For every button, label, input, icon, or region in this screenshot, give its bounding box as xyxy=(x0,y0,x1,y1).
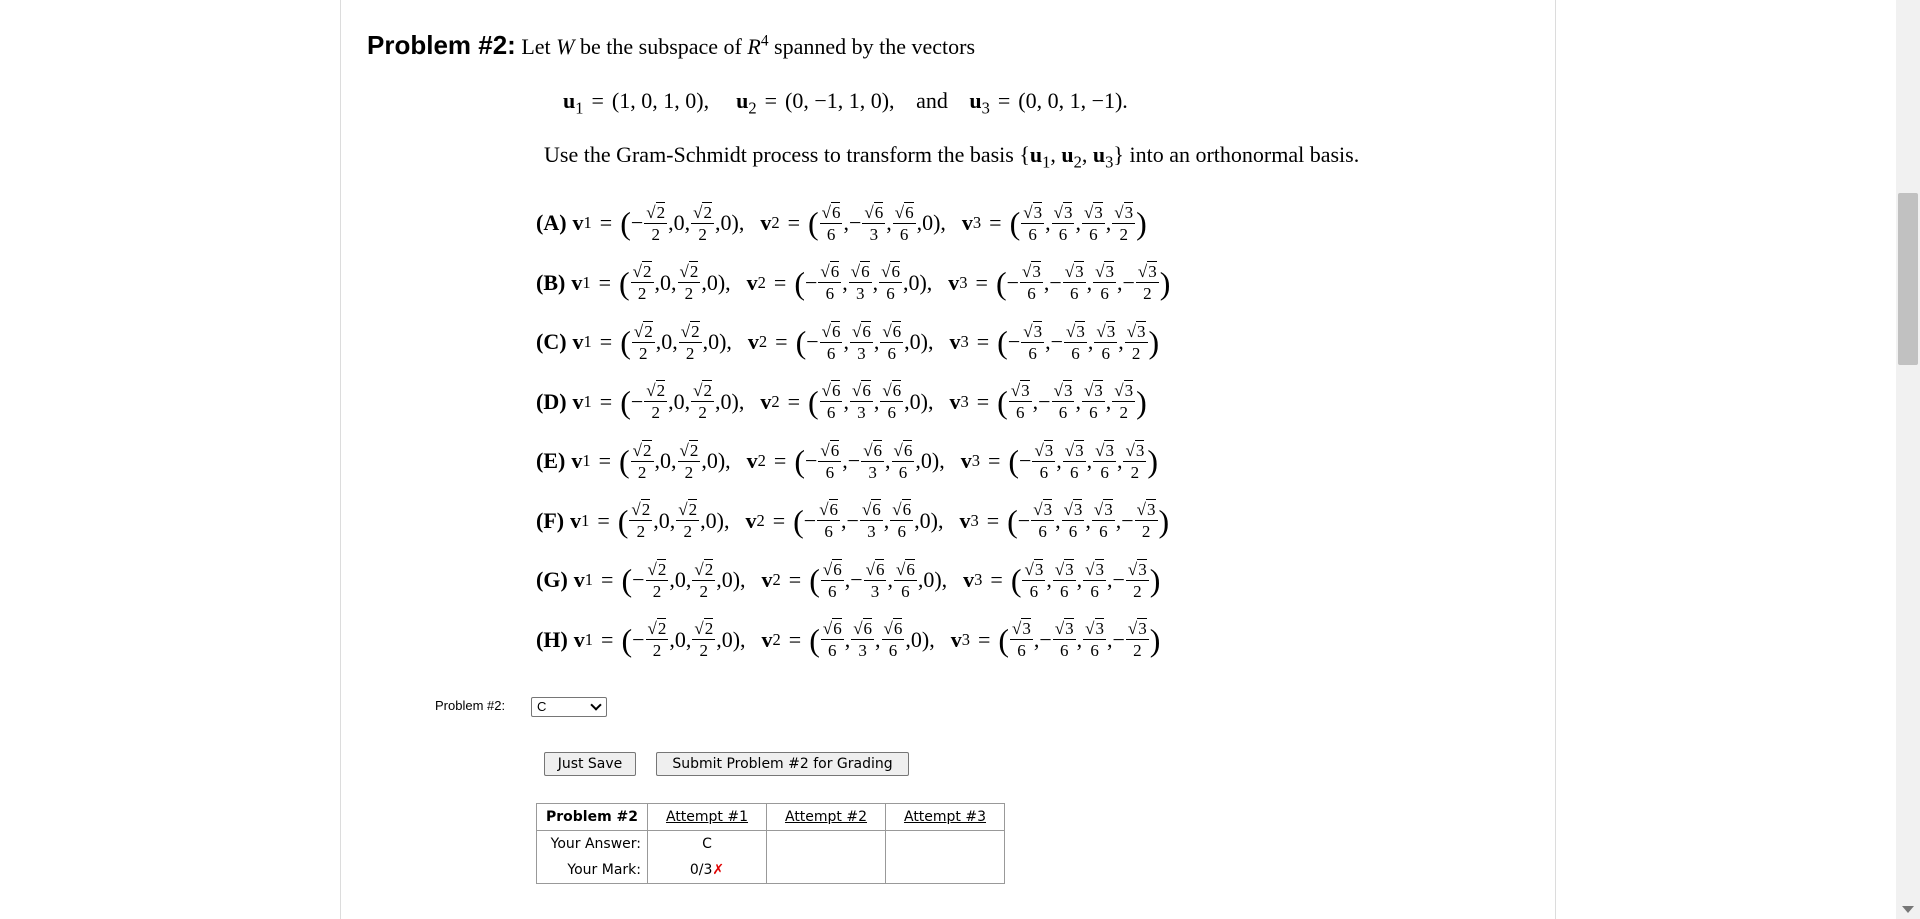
table-header-row xyxy=(537,804,1005,831)
fraction: $\frac{√6}{3}$ xyxy=(851,321,871,363)
answer-row-label: Your Answer: xyxy=(537,831,648,858)
fraction: $\frac{√3}{6}$ xyxy=(1054,559,1074,601)
attempts-table xyxy=(536,803,1005,884)
fraction: $\frac{√3}{6}$ xyxy=(1095,440,1114,482)
fraction: $\frac{√3}{6}$ xyxy=(1066,321,1085,363)
answer-cell xyxy=(886,831,1005,858)
fraction: $\frac{√6}{3}$ xyxy=(863,440,883,482)
option-letter: (D) xyxy=(536,388,567,414)
fraction: $\frac{√3}{2}$ xyxy=(1136,500,1156,541)
fraction: $\frac{√2}{2}$ xyxy=(646,202,666,244)
table-row xyxy=(537,831,1005,858)
fraction: $\frac{√6}{6}$ xyxy=(822,559,842,601)
fraction: $\frac{√3}{6}$ xyxy=(1093,500,1113,541)
fraction: $\frac{√3}{6}$ xyxy=(1096,321,1116,363)
fraction: $\frac{√6}{6}$ xyxy=(821,381,841,422)
u2-value: (0, −1, 1, 0), xyxy=(785,88,895,113)
fraction: $\frac{√6}{6}$ xyxy=(882,321,902,363)
fraction: $\frac{√6}{3}$ xyxy=(850,262,870,303)
problem-label: Problem #2: xyxy=(367,30,516,60)
subspace-symbol: W xyxy=(556,34,575,59)
fraction: $\frac{√6}{6}$ xyxy=(822,619,842,660)
fraction: $\frac{√2}{2}$ xyxy=(632,440,652,482)
option-row: (F) v 1 = ( $\frac{√2}{2}$ , 0, $\frac{√2}{2}$ , 0) , v 2 = ( − $\frac{√6}{6}$ , − $\frac{√6}{3}$ , $\frac{√6}{6}$ , 0) , v 3 = ( − $\frac{√3}{6}$ , $\frac{√3}{6}$ , $\frac{√3}{6}$ , − $\frac{√3}{2}$ ) xyxy=(536,500,1170,541)
fraction: $\frac{√3}{6}$ xyxy=(1033,500,1053,541)
space-exponent: 4 xyxy=(760,32,769,50)
mark-row-label: Your Mark: xyxy=(537,857,648,884)
problem-statement xyxy=(367,30,975,61)
attempt-2-link[interactable]: Attempt #2 xyxy=(767,804,886,831)
fraction: $\frac{√3}{6}$ xyxy=(1012,619,1031,660)
space-symbol: R xyxy=(747,34,761,59)
fraction: $\frac{√2}{2}$ xyxy=(646,381,666,422)
attempt-3-link[interactable]: Attempt #3 xyxy=(886,804,1005,831)
fraction: $\frac{√3}{6}$ xyxy=(1083,381,1103,422)
fraction: $\frac{√3}{6}$ xyxy=(1022,262,1041,303)
fraction: $\frac{√6}{6}$ xyxy=(881,262,900,303)
option-row: (B) v 1 = ( $\frac{√2}{2}$ , 0, $\frac{√2}{2}$ , 0) , v 2 = ( − $\frac{√6}{6}$ , $\frac{√6}{3}$ , $\frac{√6}{6}$ , 0) , v 3 = ( − $\frac{√3}{6}$ , − $\frac{√3}{6}$ , $\frac{√3}{6}$ , − $\frac{√3}{2}$ ) xyxy=(536,262,1171,303)
fraction: $\frac{√2}{2}$ xyxy=(647,619,667,660)
fraction: $\frac{√3}{6}$ xyxy=(1054,619,1074,660)
option-letter: (F) xyxy=(536,507,565,533)
table-row xyxy=(537,857,1005,884)
fraction: $\frac{√3}{2}$ xyxy=(1126,321,1146,363)
intro-pre: Let xyxy=(521,34,551,59)
fraction: $\frac{√3}{6}$ xyxy=(1064,262,1084,303)
scrollbar-thumb[interactable] xyxy=(1898,193,1918,365)
mark-cell xyxy=(767,857,886,884)
intro-mid: be the subspace of xyxy=(579,34,742,59)
fraction: $\frac{√6}{6}$ xyxy=(821,321,841,363)
option-letter: (E) xyxy=(536,448,566,473)
fraction: $\frac{√3}{2}$ xyxy=(1127,619,1147,660)
fraction: $\frac{√6}{3}$ xyxy=(853,619,873,660)
fraction: $\frac{√2}{2}$ xyxy=(631,500,651,541)
option-letter: (C) xyxy=(536,329,567,354)
fraction: $\frac{√3}{6}$ xyxy=(1085,559,1104,601)
fraction: $\frac{√3}{2}$ xyxy=(1125,440,1145,482)
table-header-problem: Problem #2 xyxy=(537,804,648,831)
fraction: $\frac{√3}{6}$ xyxy=(1095,262,1114,303)
fraction: $\frac{√3}{6}$ xyxy=(1085,619,1104,660)
fraction: $\frac{√2}{2}$ xyxy=(694,559,714,601)
option-row: (G) v 1 = ( − $\frac{√2}{2}$ , 0, $\frac{√2}{2}$ , 0) , v 2 = ( $\frac{√6}{6}$ , − $\frac{√6}{3}$ , $\frac{√6}{6}$ , 0) , v 3 = ( $\frac{√3}{6}$ , $\frac{√3}{6}$ , $\frac{√3}{6}$ , − $\frac{√3}{2}$ ) xyxy=(536,559,1161,601)
fraction: $\frac{√2}{2}$ xyxy=(694,619,714,660)
option-letter: (G) xyxy=(536,567,568,592)
option-letter: (A) xyxy=(536,210,567,235)
fraction: $\frac{√3}{6}$ xyxy=(1053,202,1073,244)
just-save-button[interactable]: Just Save xyxy=(544,752,636,776)
answer-select-value: C xyxy=(537,699,547,714)
mark-cell xyxy=(886,857,1005,884)
submit-button[interactable]: Submit Problem #2 for Grading xyxy=(656,752,909,776)
answer-select[interactable] xyxy=(531,697,607,717)
fraction: $\frac{√6}{6}$ xyxy=(820,262,840,303)
fraction: $\frac{√2}{2}$ xyxy=(647,559,667,601)
incorrect-icon: ✗ xyxy=(712,862,725,878)
fraction: $\frac{√6}{6}$ xyxy=(892,500,912,541)
fraction: $\frac{√6}{6}$ xyxy=(819,500,839,541)
fraction: $\frac{√6}{3}$ xyxy=(861,500,881,541)
fraction: $\frac{√6}{6}$ xyxy=(893,440,913,482)
fraction: $\frac{√3}{6}$ xyxy=(1023,202,1043,244)
option-row: (E) v 1 = ( $\frac{√2}{2}$ , 0, $\frac{√2}{2}$ , 0) , v 2 = ( − $\frac{√6}{6}$ , − $\frac{√6}{3}$ , $\frac{√6}{6}$ , 0) , v 3 = ( − $\frac{√3}{6}$ , $\frac{√3}{6}$ , $\frac{√3}{6}$ , $\frac{√3}{2}$ ) xyxy=(536,440,1158,482)
fraction: $\frac{√3}{6}$ xyxy=(1023,321,1043,363)
scrollbar-track[interactable] xyxy=(1896,0,1920,919)
option-row: (C) v 1 = ( $\frac{√2}{2}$ , 0, $\frac{√2}{2}$ , 0) , v 2 = ( − $\frac{√6}{6}$ , $\frac{√6}{3}$ , $\frac{√6}{6}$ , 0) , v 3 = ( − $\frac{√3}{6}$ , − $\frac{√3}{6}$ , $\frac{√3}{6}$ , $\frac{√3}{2}$ ) xyxy=(536,321,1160,363)
and-word: and xyxy=(916,88,948,113)
fraction: $\frac{√3}{2}$ xyxy=(1114,381,1134,422)
u1-value: (1, 0, 1, 0), xyxy=(611,88,710,113)
fraction: $\frac{√2}{2}$ xyxy=(632,262,652,303)
answer-cell: C xyxy=(648,831,767,858)
option-letter: (B) xyxy=(536,269,566,295)
fraction: $\frac{√6}{6}$ xyxy=(883,619,903,660)
fraction: $\frac{√3}{2}$ xyxy=(1137,262,1157,303)
fraction: $\frac{√3}{6}$ xyxy=(1053,381,1073,422)
u3-value: (0, 0, 1, −1). xyxy=(1018,88,1128,113)
fraction: $\frac{√3}{6}$ xyxy=(1063,500,1083,541)
attempt-1-link[interactable]: Attempt #1 xyxy=(648,804,767,831)
fraction: $\frac{√6}{6}$ xyxy=(882,381,902,422)
intro-post: spanned by the vectors xyxy=(774,34,976,59)
fraction: $\frac{√3}{6}$ xyxy=(1083,202,1103,244)
scroll-down-arrow-icon[interactable] xyxy=(1902,906,1914,913)
mark-cell: 0/3✗ xyxy=(648,857,767,884)
fraction: $\frac{√2}{2}$ xyxy=(678,500,698,541)
fraction: $\frac{√6}{3}$ xyxy=(864,202,884,244)
given-vectors: $u_1 = (1$, 0, 1, 0), $u_2 = (0$, −1, 1, 0), and $u_3 = (0$, 0, 1, −1). xyxy=(563,88,1128,118)
chevron-down-icon xyxy=(590,699,601,710)
select-label: Problem #2: xyxy=(435,698,506,713)
instruction: Use the Gram-Schmidt process to transform the basis {$u_1$, $u_2$, $u_3$} into an orthonormal basis. xyxy=(544,142,1360,172)
fraction: $\frac{√3}{6}$ xyxy=(1064,440,1084,482)
fraction: $\frac{√3}{6}$ xyxy=(1034,440,1054,482)
fraction: $\frac{√6}{6}$ xyxy=(894,202,914,244)
fraction: $\frac{√6}{3}$ xyxy=(865,559,885,601)
fraction: $\frac{√3}{2}$ xyxy=(1127,559,1147,601)
option-row: (A) v 1 = ( − $\frac{√2}{2}$ , 0, $\frac{√2}{2}$ , 0) , v 2 = ( $\frac{√6}{6}$ , − $\frac{√6}{3}$ , $\frac{√6}{6}$ , 0) , v 3 = ( $\frac{√3}{6}$ , $\frac{√3}{6}$ , $\frac{√3}{6}$ , $\frac{√3}{2}$ ) xyxy=(536,202,1147,244)
fraction: $\frac{√6}{3}$ xyxy=(851,381,871,422)
fraction: $\frac{√6}{6}$ xyxy=(821,202,841,244)
fraction: $\frac{√2}{2}$ xyxy=(693,202,712,244)
fraction: $\frac{√2}{2}$ xyxy=(679,440,699,482)
fraction: $\frac{√6}{6}$ xyxy=(895,559,915,601)
fraction: $\frac{√2}{2}$ xyxy=(633,321,653,363)
fraction: $\frac{√3}{6}$ xyxy=(1024,559,1044,601)
fraction: $\frac{√3}{2}$ xyxy=(1114,202,1134,244)
option-row: (D) v 1 = ( − $\frac{√2}{2}$ , 0, $\frac{√2}{2}$ , 0) , v 2 = ( $\frac{√6}{6}$ , $\frac{√6}{3}$ , $\frac{√6}{6}$ , 0) , v 3 = ( $\frac{√3}{6}$ , − $\frac{√3}{6}$ , $\frac{√3}{6}$ , $\frac{√3}{2}$ ) xyxy=(536,381,1147,422)
fraction: $\frac{√2}{2}$ xyxy=(693,381,712,422)
option-row: (H) v 1 = ( − $\frac{√2}{2}$ , 0, $\frac{√2}{2}$ , 0) , v 2 = ( $\frac{√6}{6}$ , $\frac{√6}{3}$ , $\frac{√6}{6}$ , 0) , v 3 = ( $\frac{√3}{6}$ , − $\frac{√3}{6}$ , $\frac{√3}{6}$ , − $\frac{√3}{2}$ ) xyxy=(536,619,1161,660)
fraction: $\frac{√2}{2}$ xyxy=(680,321,700,363)
fraction: $\frac{√6}{6}$ xyxy=(820,440,840,482)
answer-cell xyxy=(767,831,886,858)
fraction: $\frac{√2}{2}$ xyxy=(679,262,699,303)
option-letter: (H) xyxy=(536,626,568,652)
fraction: $\frac{√3}{6}$ xyxy=(1010,381,1030,422)
